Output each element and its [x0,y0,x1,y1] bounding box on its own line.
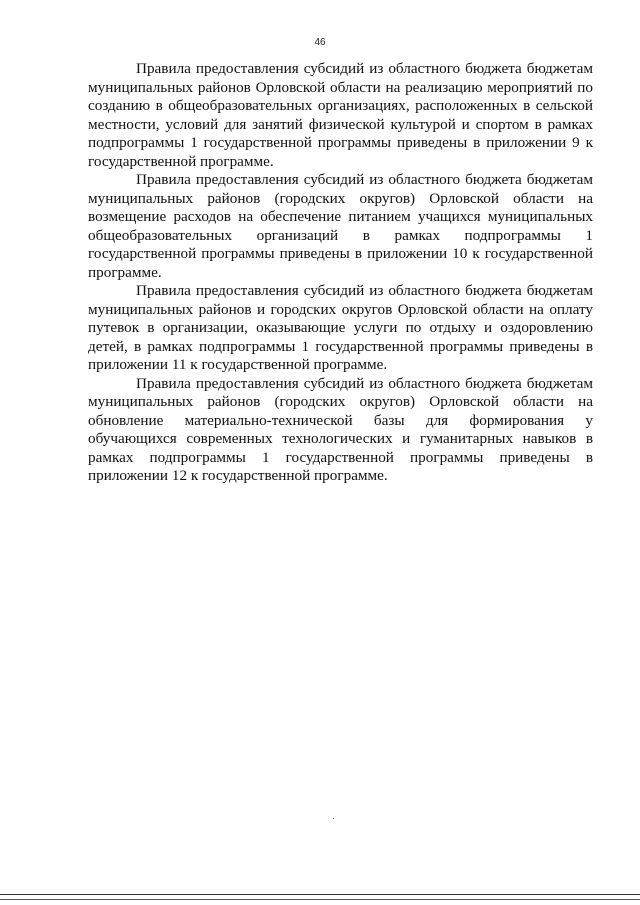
scan-speck [333,818,334,819]
paragraph-appendix-11: Правила предоставления субсидий из областного бюджета бюджетам муниципальных районов и городских округов Орловской области на оплату путевок в организации, оказывающие услуги по отдыху и оздоровлению детей, в рамках подпрограммы 1 государственной программы приведены в приложении 11 к государственной программе. [88,282,593,373]
paragraph-appendix-9: Правила предоставления субсидий из областного бюджета бюджетам муниципальных районов Орловской области на реализацию мероприятий по созданию в общеобразовательных организациях, расположенных в сельской местности, условий для занятий физической культурой и спортом в рамках подпрограммы 1 государственной программы приведены в приложении 9 к государственной программе. [88,60,593,170]
scan-edge-line-lower [0,899,640,900]
scan-edge-line [0,894,640,895]
page-number: 46 [314,37,326,48]
document-body [88,60,593,486]
paragraph-appendix-10: Правила предоставления субсидий из областного бюджета бюджетам муниципальных районов (городских округов) Орловской области на возмещение расходов на обеспечение питанием учащихся муниципальных общеобразовательных организаций в рамках подпрограммы 1 государственной программы приведены в приложении 10 к государственной программе. [88,171,593,281]
paragraph-appendix-12: Правила предоставления субсидий из областного бюджета бюджетам муниципальных районов (городских округов) Орловской области на обновление материально-технической базы для формирования у обучающихся современных технологических и гуманитарных навыков в рамках подпрограммы 1 государственной программы приведены в приложении 12 к государственной программе. [88,374,593,484]
